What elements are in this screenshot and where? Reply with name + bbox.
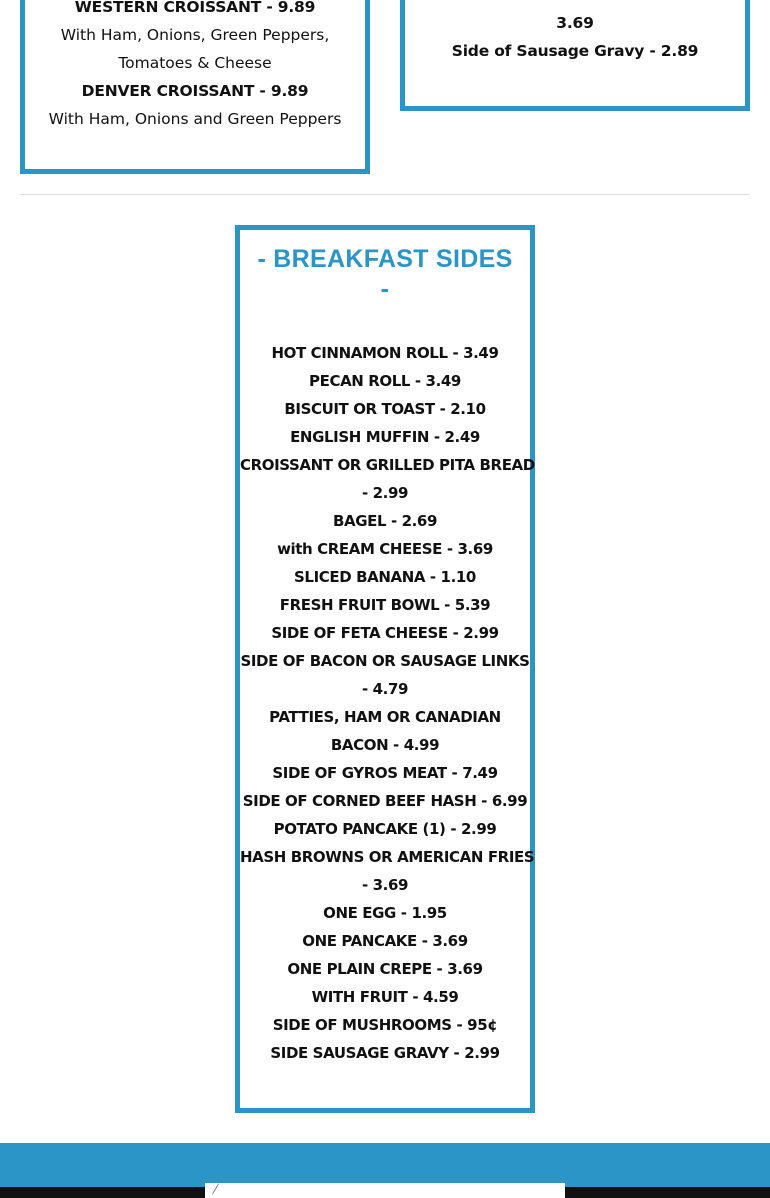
menu-item: PECAN ROLL - 3.49 (309, 372, 461, 390)
menu-item: SIDE OF BACON OR SAUSAGE LINKS (240, 652, 530, 670)
embed-edge-icon (212, 1184, 219, 1195)
menu-item: SIDE OF MUSHROOMS - 95¢ (272, 1016, 498, 1034)
menu-item: FRESH FRUIT BOWL - 5.39 (279, 596, 491, 614)
menu-item: ONE PLAIN CREPE - 3.69 (287, 960, 483, 978)
menu-item: ONE PANCAKE - 3.69 (302, 932, 468, 950)
menu-item-description: With Ham, Onions and Green Peppers (48, 110, 342, 128)
breakfast-sides-card (235, 225, 535, 1113)
menu-item: SIDE OF GYROS MEAT - 7.49 (272, 764, 498, 782)
breakfast-sides-title: - BREAKFAST SIDES - (257, 245, 513, 303)
menu-item: BACON - 4.99 (330, 736, 440, 754)
breakfast-sides-list (240, 339, 535, 1067)
menu-item: SIDE SAUSAGE GRAVY - 2.99 (270, 1044, 500, 1062)
menu-item: SLICED BANANA - 1.10 (294, 568, 476, 586)
menu-item: POTATO PANCAKE (1) - 2.99 (273, 820, 497, 838)
menu-item: WITH FRUIT - 4.59 (311, 988, 459, 1006)
menu-item-denver-croissant: DENVER CROISSANT - 9.89 (81, 82, 309, 100)
menu-item: - 4.79 (361, 680, 409, 698)
menu-item: HASH BROWNS OR AMERICAN FRIES (240, 848, 535, 866)
menu-item: HOT CINNAMON ROLL - 3.49 (271, 344, 499, 362)
menu-item: - 2.99 (361, 484, 409, 502)
section-divider (20, 194, 750, 195)
menu-item: SIDE OF CORNED BEEF HASH - 6.99 (242, 792, 528, 810)
menu-item: ONE EGG - 1.95 (323, 904, 447, 922)
gravy-card-content (405, 9, 745, 65)
menu-item: ENGLISH MUFFIN - 2.49 (290, 428, 480, 446)
menu-item: BAGEL - 2.69 (332, 512, 438, 530)
menu-item: PATTIES, HAM OR CANADIAN (269, 708, 501, 726)
gravy-menu-card (400, 0, 750, 111)
footer-embed[interactable] (205, 1183, 565, 1198)
menu-item-description: Tomatoes & Cheese (118, 54, 272, 72)
footer-band (0, 1143, 770, 1187)
menu-item-description: With Ham, Onions, Green Peppers, (60, 26, 330, 44)
menu-item: with CREAM CHEESE - 3.69 (277, 540, 493, 558)
menu-item: SIDE OF FETA CHEESE - 2.99 (271, 624, 499, 642)
menu-item-price: 3.69 (556, 14, 594, 32)
menu-item: CROISSANT OR GRILLED PITA BREAD (240, 456, 535, 474)
menu-item-side-sausage-gravy: Side of Sausage Gravy - 2.89 (451, 42, 699, 60)
menu-item: - 3.69 (361, 876, 409, 894)
croissant-menu-card (20, 0, 370, 174)
croissant-card-content (25, 0, 365, 133)
menu-item: BISCUIT OR TOAST - 2.10 (284, 400, 486, 418)
menu-item-western-croissant: WESTERN CROISSANT - 9.89 (74, 0, 316, 16)
